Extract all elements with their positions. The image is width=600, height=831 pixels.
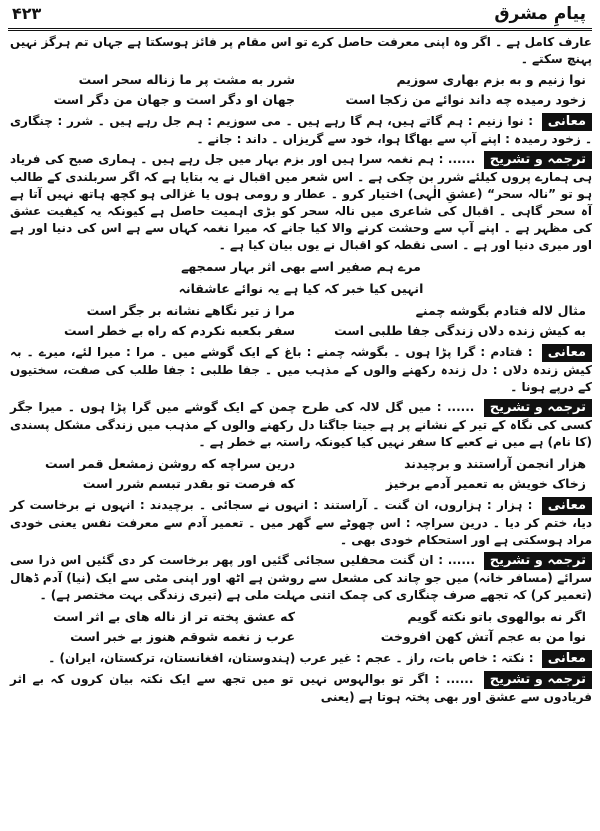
section-label: معانی <box>542 113 592 131</box>
verse-line <box>10 90 592 110</box>
verse-couplets <box>10 454 592 494</box>
section-label: ترجمہ و تشریح <box>484 671 592 689</box>
section-label: ترجمہ و تشریح <box>484 151 592 169</box>
annotated-section <box>10 650 592 668</box>
hemistich-first: مثال لاله فتادم بگوشه چمنے <box>415 303 586 318</box>
verse-line <box>10 70 592 90</box>
section-label: معانی <box>542 650 592 668</box>
verse-line <box>10 627 592 647</box>
verse-line <box>10 454 592 474</box>
page-body <box>10 34 592 709</box>
section-text: ...... : ہم نغمہ سرا ہیں اور بزم بہار میں جل رہے ہیں ۔ ہماری صبح کی فریاد ہی ہمارے پروں کیلئے شرر بن چکی ہے ۔ اس شعر میں اقبال نے یہ بتایا ہے کہ اگر سربلندی کے طالب ہو تو ”نالہ سحر“ (عشقِ الٰہی) اختیار کرو ۔ عطار و رومی ہوں یا غزالی ہو کچھ ہاتھ نہیں آتا ہے آہ سحر گاہی ۔ اقبال کی شاعری میں نالہ سحر کو بڑی اہمیت حاصل ہے کیونکہ یہ کیفیت عشق کی مظہر ہے ۔ اپنے آپ سے وحشت کرنے والا کیا جانے کہ میرا نغمہ کہاں سے ہے اس کی دنیا اور ہے اور میری دنیا اور ہے ۔ اسی نقطہ کو اقبال نے یوں بیان کیا ہے ۔ <box>10 152 592 252</box>
verse-line <box>10 301 592 321</box>
annotated-section <box>10 671 592 706</box>
prose-paragraph: عارف کامل ہے ۔ اگر وہ اپنی معرفت حاصل کرے تو اس مقام پر فائز ہوسکتا ہے جہاں تم ہرگز نہیں پہنچ سکتے ۔ <box>10 35 592 66</box>
hemistich-second: مرا ز تیر نگاهے نشانه بر جگر است <box>86 303 295 318</box>
header-rule <box>8 28 592 31</box>
annotated-section <box>10 151 592 254</box>
verse-couplets <box>10 607 592 647</box>
quoted-couplet <box>10 257 592 299</box>
hemistich-second: که فرصت تو بقدر تبسم شرر است <box>82 476 295 491</box>
quoted-line: انہیں کیا خبر کہ کیا ہے یہ نوائے عاشقانہ <box>178 281 424 296</box>
hemistich-first: به کیش زنده دلاں زندگی جفا طلبی است <box>334 323 586 338</box>
section-label: معانی <box>542 344 592 362</box>
section-text: : نکتہ : خاص بات، راز ۔ عجم : غیر عرب (ہندوستان، افغانستان، ترکستان، ایران) ۔ <box>48 651 538 665</box>
section-text: ...... : میں گل لالہ کی طرح چمن کے ایک گوشے میں گرا پڑا ہوں ۔ میرا جگر کسی کی نگاہ کے تیر کے نشانے پر ہے جیتا جاگتا دل رکھنے والوں کے مذہب میں زندگی مشکل پسندی (کا نام) ہے میں نے کعبے کا سفر نہیں کیا کیونکہ راستہ بے خطر ہے ۔ <box>10 400 592 449</box>
hemistich-second: عرب ز نغمه شوقم هنوز بے خبر است <box>70 629 295 644</box>
section-label: معانی <box>542 497 592 515</box>
running-title: پیامِ مشرق <box>494 4 586 24</box>
hemistich-first: اگر نه بوالهوی باتو نکته گویم <box>407 609 586 624</box>
hemistich-first: هزار انجمن آراستند و برچیدند <box>404 456 586 471</box>
section-text: : فتادم : گرا پڑا ہوں ۔ بگوشہ چمنے : باغ کے ایک گوشے میں ۔ مرا : میرا لئے، میرے ۔ بہ کیش زندہ دلاں : دل زندہ رکھنے والوں کے مذہب میں ۔ جفا طلبی : جفا طلب کی صفت، سختیوں کے درپے ہونا ۔ <box>10 345 592 394</box>
hemistich-second: سفر بکعبه نکردم که راه بے خطر است <box>63 323 295 338</box>
hemistich-second: که عشق پخته تر از ناله های بے اثر است <box>53 609 295 624</box>
verse-line <box>10 607 592 627</box>
quoted-line: مرے ہم صفیر اسے بھی اثر بہار سمجھے <box>181 259 421 274</box>
hemistich-first: نوا من به عجم آتش کهن افروخت <box>380 629 586 644</box>
verse-line <box>10 474 592 494</box>
annotated-section <box>10 497 592 549</box>
verse-couplets <box>10 301 592 341</box>
page-header <box>8 2 592 28</box>
hemistich-first: زخود رمیده چه داند نوائے من زکجا است <box>345 92 586 107</box>
section-text: : ہزار : ہزاروں، ان گنت ۔ آراستند : انہوں نے سجائی ۔ برچیدند : انہوں نے برخاست کر دیا، ختم کر دیا ۔ درین سراچہ : اس چھوٹے سے گھر میں ۔ تعمیر آدم سے معرفت نفس یعنی خودی مراد ہوسکتی ہے اور استحکام خودی بھی ۔ <box>10 498 592 547</box>
hemistich-first: نوا زنیم و به بزم بهاری سوزیم <box>396 72 586 87</box>
hemistich-first: زخاک خویش به تعمیر آدمے برخیز <box>385 476 586 491</box>
hemistich-second: جهان او دگر است و جهان من دگر است <box>53 92 295 107</box>
hemistich-second: شرر به مشت پر ما زناله سحر است <box>78 72 295 87</box>
annotated-section <box>10 552 592 604</box>
section-text: ...... : ان گنت محفلیں سجائی گئیں اور پھر برخاست کر دی گئیں اس ذرا سی سرائے (مسافر خانہ) میں جو چاند کی مشعل سے روشن ہے اٹھ اور اپنی مٹی سے ایک (نیا) آدم ڈھال (تعمیر کر) کہ تجھے صرف چنگاری کی چمک اتنی مہلت ملی ہے (تیری زندگی بہت مختصر ہے) ۔ <box>10 553 592 602</box>
hemistich-second: درین سراچه که روشن زمشعل قمر است <box>45 456 295 471</box>
section-text: : نوا زنیم : ہم گاتے ہیں، ہم گا رہے ہیں ۔ می سوزیم : ہم جل رہے ہیں ۔ شرر : چنگاری ۔ زخود رمیدہ : اپنے آپ سے بھاگا ہوا، خود سے گریزاں ۔ داند : جانے ۔ <box>10 114 592 146</box>
section-label: ترجمہ و تشریح <box>484 552 592 570</box>
section-text: ...... : اگر تو بوالہوس نہیں تو میں تجھ سے ایک نکتہ بیان کروں کہ بے اثر فریادوں سے عشق اور بھی پختہ ہوتا ہے (یعنی <box>10 672 592 704</box>
section-label: ترجمہ و تشریح <box>484 399 592 417</box>
annotated-section <box>10 399 592 451</box>
verse-couplets <box>10 70 592 110</box>
annotated-section <box>10 113 592 148</box>
annotated-section <box>10 344 592 396</box>
verse-line <box>10 321 592 341</box>
page-number: ۴۲۳ <box>12 4 42 23</box>
